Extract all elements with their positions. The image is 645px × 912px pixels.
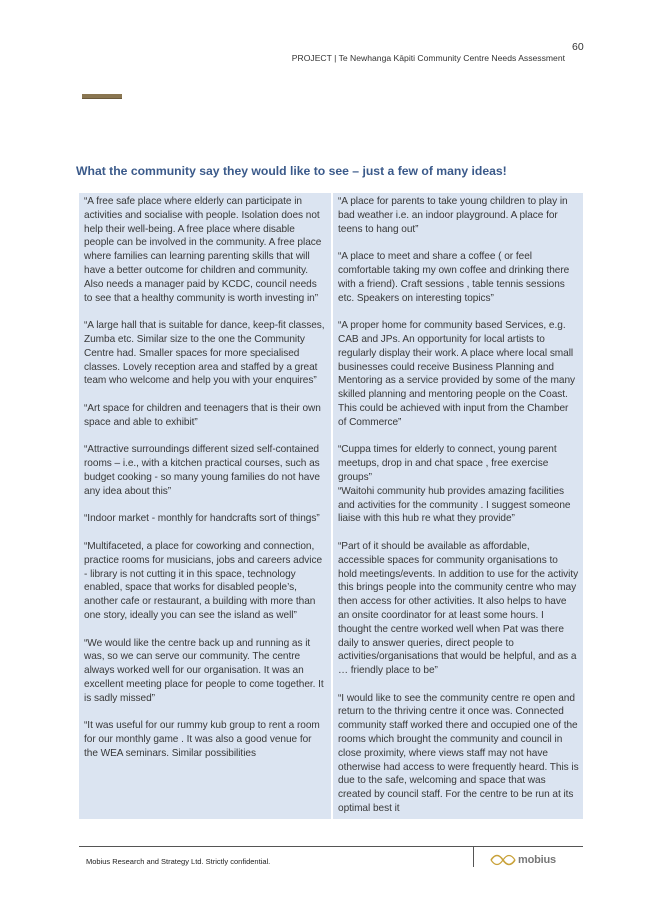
quote-rummy-kub: “It was useful for our rummy kub group to rent a room for our monthly game . It was also a good venue for the WEA seminars. Similar possibilities (84, 720, 320, 759)
quote-multifaceted: “Multifaceted, a place for coworking and connection, practice rooms for musicians, jobs and careers advice - library is not cutting it in this space, technology enabled, space that works for disabled people’s, another cafe or restaurant, a building with more than one story, ideally you can see the island as well” (84, 540, 323, 621)
section-heading: What the community say they would like to see – just a few of many ideas! (76, 164, 507, 178)
mobius-infinity-icon (490, 854, 516, 866)
logo-wordmark: mobius (518, 854, 556, 866)
quote-table (79, 193, 583, 819)
quote-meet-share-coffee: “A place to meet and share a coffee ( or feel comfortable taking my own coffee and drinking there with a friend). Craft sessions , table tennis sessions etc. Speakers on interesting topics” (338, 251, 570, 304)
footer-divider (473, 847, 474, 867)
page-number: 60 (572, 41, 584, 53)
quote-waitohi-hub: “Waitohi community hub provides amazing facilities and activities for the community . I suggest someone liaise with this hub re what they provide” (338, 485, 571, 525)
quote-attractive-surroundings: “Attractive surroundings different sized self-contained rooms – i.e., with a kitchen practical courses, such as budget cooking - so many young families do not have any idea about this” (84, 444, 320, 497)
quote-proper-home-services: “A proper home for community based Services, e.g. CAB and JPs. An opportunity for local artists to regularly display their work. A place where local small businesses could receive Business Planning and Mentoring as a service provided by some of the many skilled planning and mentoring people on the Coast. This could be achieved with input from the Chamber of Commerce” (338, 320, 576, 428)
quote-reopen-centre: “I would like to see the community centre re open and return to the thriving centre it once was. Connected community staff worked there and occupied one of the rooms which brought the community and council in close proximity, where views staff may not have otherwise had access to were frequently heard. This is due to the safe, welcoming and space that was created by council staff. For the centre to be run at its optimal best it (338, 692, 579, 815)
quote-indoor-market: “Indoor market - monthly for handcrafts sort of things” (84, 513, 320, 525)
quote-young-children-play: “A place for parents to take young children to play in bad weather i.e. an indoor playground. A place for teens to hang out” (338, 196, 568, 235)
quote-column-right (331, 193, 583, 819)
quote-centre-back-up: “We would like the centre back up and running as it was, so we can serve our community. The centre always worked well for our organisation. It was an excellent meeting place for people to come together. It is sadly missed” (84, 637, 324, 704)
mobius-logo (490, 850, 570, 870)
running-header: PROJECT | Te Newhanga Kāpiti Community Centre Needs Assessment (291, 53, 565, 63)
quote-art-space: “Art space for children and teenagers that is their own space and able to exhibit” (84, 402, 321, 428)
accent-bar (82, 94, 122, 99)
quote-large-hall: “A large hall that is suitable for dance, keep-fit classes, Zumba etc. Similar size to the one the Community Centre had. Smaller spaces for more specialised classes. Lovely reception area and staffed by a great team who welcome and help you with your enquires” (84, 320, 325, 387)
quote-affordable-spaces: “Part of it should be available as affordable, accessible spaces for community organisations to hold meetings/events. In addition to use for the activity this brings people into the community centre who may then access for other activities. It also helps to have an onsite coordinator for at least some hours. I thought the centre worked well when Pat was there daily to answer queries, direct people to activities/organisations that would be helpful, and as a … friendly place to be” (338, 540, 579, 677)
footer-rule (79, 846, 583, 847)
quote-column-left (79, 193, 331, 819)
quote-free-safe-place: “A free safe place where elderly can participate in activities and socialise with people. Isolation does not help their well-being. A free place where disable people can be involved in the community. A free place where families can learning parenting skills that will have a better outcome for children and community. Also needs a manager paid by KCDC, council needs to see that a healthy community is worth investing in” (84, 196, 322, 304)
quote-cuppa-times: “Cuppa times for elderly to connect, young parent meetups, drop in and chat space , free exercise groups” (338, 444, 557, 483)
footer-confidential-text: Mobius Research and Strategy Ltd. Strictly confidential. (86, 857, 271, 866)
